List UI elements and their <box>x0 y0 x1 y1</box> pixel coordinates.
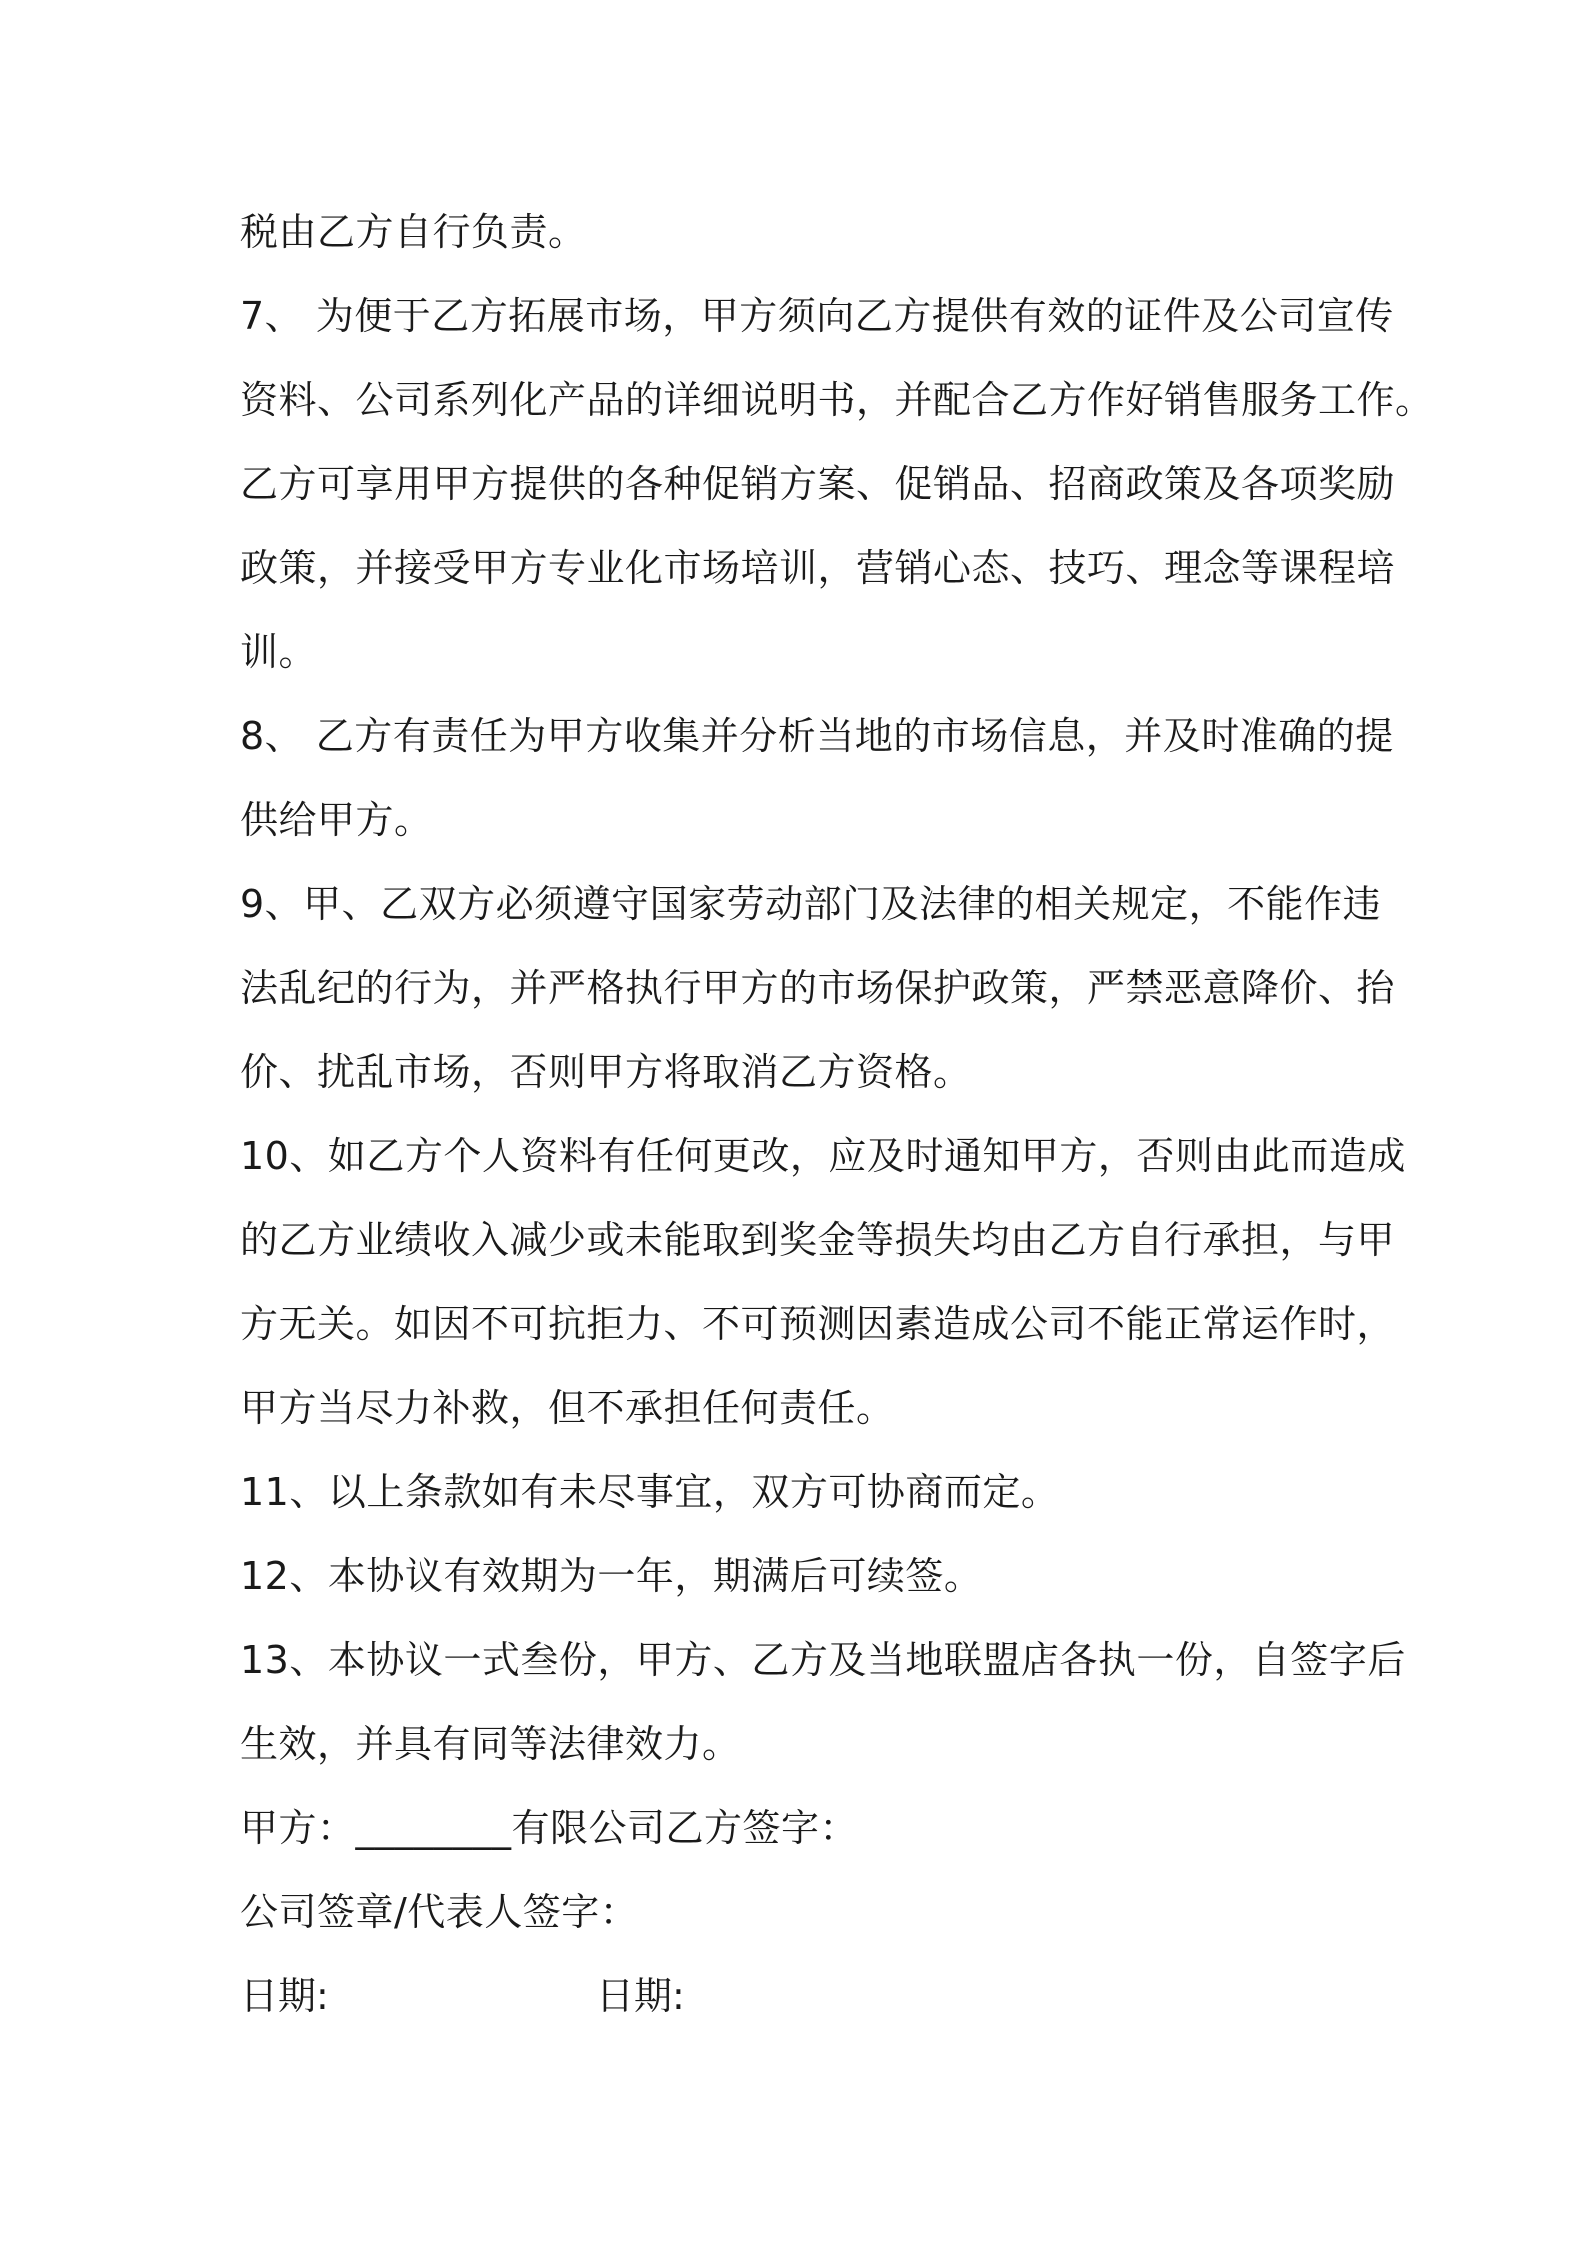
text-line: 训。 <box>240 630 318 674</box>
date-label-left: 日期: <box>240 1974 329 2018</box>
text-line: 9、甲、乙双方必须遵守国家劳动部门及法律的相关规定，不能作违 <box>240 882 1382 926</box>
text-line: 政策，并接受甲方专业化市场培训，营销心态、技巧、理念等课程培 <box>240 546 1396 590</box>
text-line: 供给甲方。 <box>240 798 433 842</box>
date-label-right: 日期: <box>596 1974 685 2018</box>
company-seal-line: 公司签章/代表人签字： <box>240 1890 639 1934</box>
text-line: 11、以上条款如有未尽事宜，双方可协商而定。 <box>240 1470 1060 1514</box>
text-line: 10、如乙方个人资料有任何更改，应及时通知甲方，否则由此而造成 <box>240 1134 1406 1178</box>
party-a-signature-line: 甲方：________有限公司乙方签字： <box>240 1806 859 1850</box>
text-line: 税由乙方自行负责。 <box>240 210 587 254</box>
date-row <box>240 1954 1350 2038</box>
text-line: 甲方当尽力补救，但不承担任何责任。 <box>240 1386 895 1430</box>
text-line: 价、扰乱市场，否则甲方将取消乙方资格。 <box>240 1050 972 1094</box>
text-line: 法乱纪的行为，并严格执行甲方的市场保护政策，严禁恶意降价、抬 <box>240 966 1396 1010</box>
document-page <box>240 190 1434 2038</box>
text-line: 7、 为便于乙方拓展市场，甲方须向乙方提供有效的证件及公司宣传 <box>240 294 1394 338</box>
text-line: 的乙方业绩收入减少或未能取到奖金等损失均由乙方自行承担，与甲 <box>240 1218 1396 1262</box>
text-line: 生效，并具有同等法律效力。 <box>240 1722 741 1766</box>
text-line: 乙方可享用甲方提供的各种促销方案、促销品、招商政策及各项奖励 <box>240 462 1396 506</box>
text-line: 12、本协议有效期为一年，期满后可续签。 <box>240 1554 983 1598</box>
text-line: 方无关。如因不可抗拒力、不可预测因素造成公司不能正常运作时， <box>240 1302 1396 1346</box>
text-line: 资料、公司系列化产品的详细说明书，并配合乙方作好销售服务工作。 <box>240 378 1434 422</box>
text-line: 13、本协议一式叁份，甲方、乙方及当地联盟店各执一份，自签字后 <box>240 1638 1406 1682</box>
text-line: 8、 乙方有责任为甲方收集并分析当地的市场信息，并及时准确的提 <box>240 714 1394 758</box>
